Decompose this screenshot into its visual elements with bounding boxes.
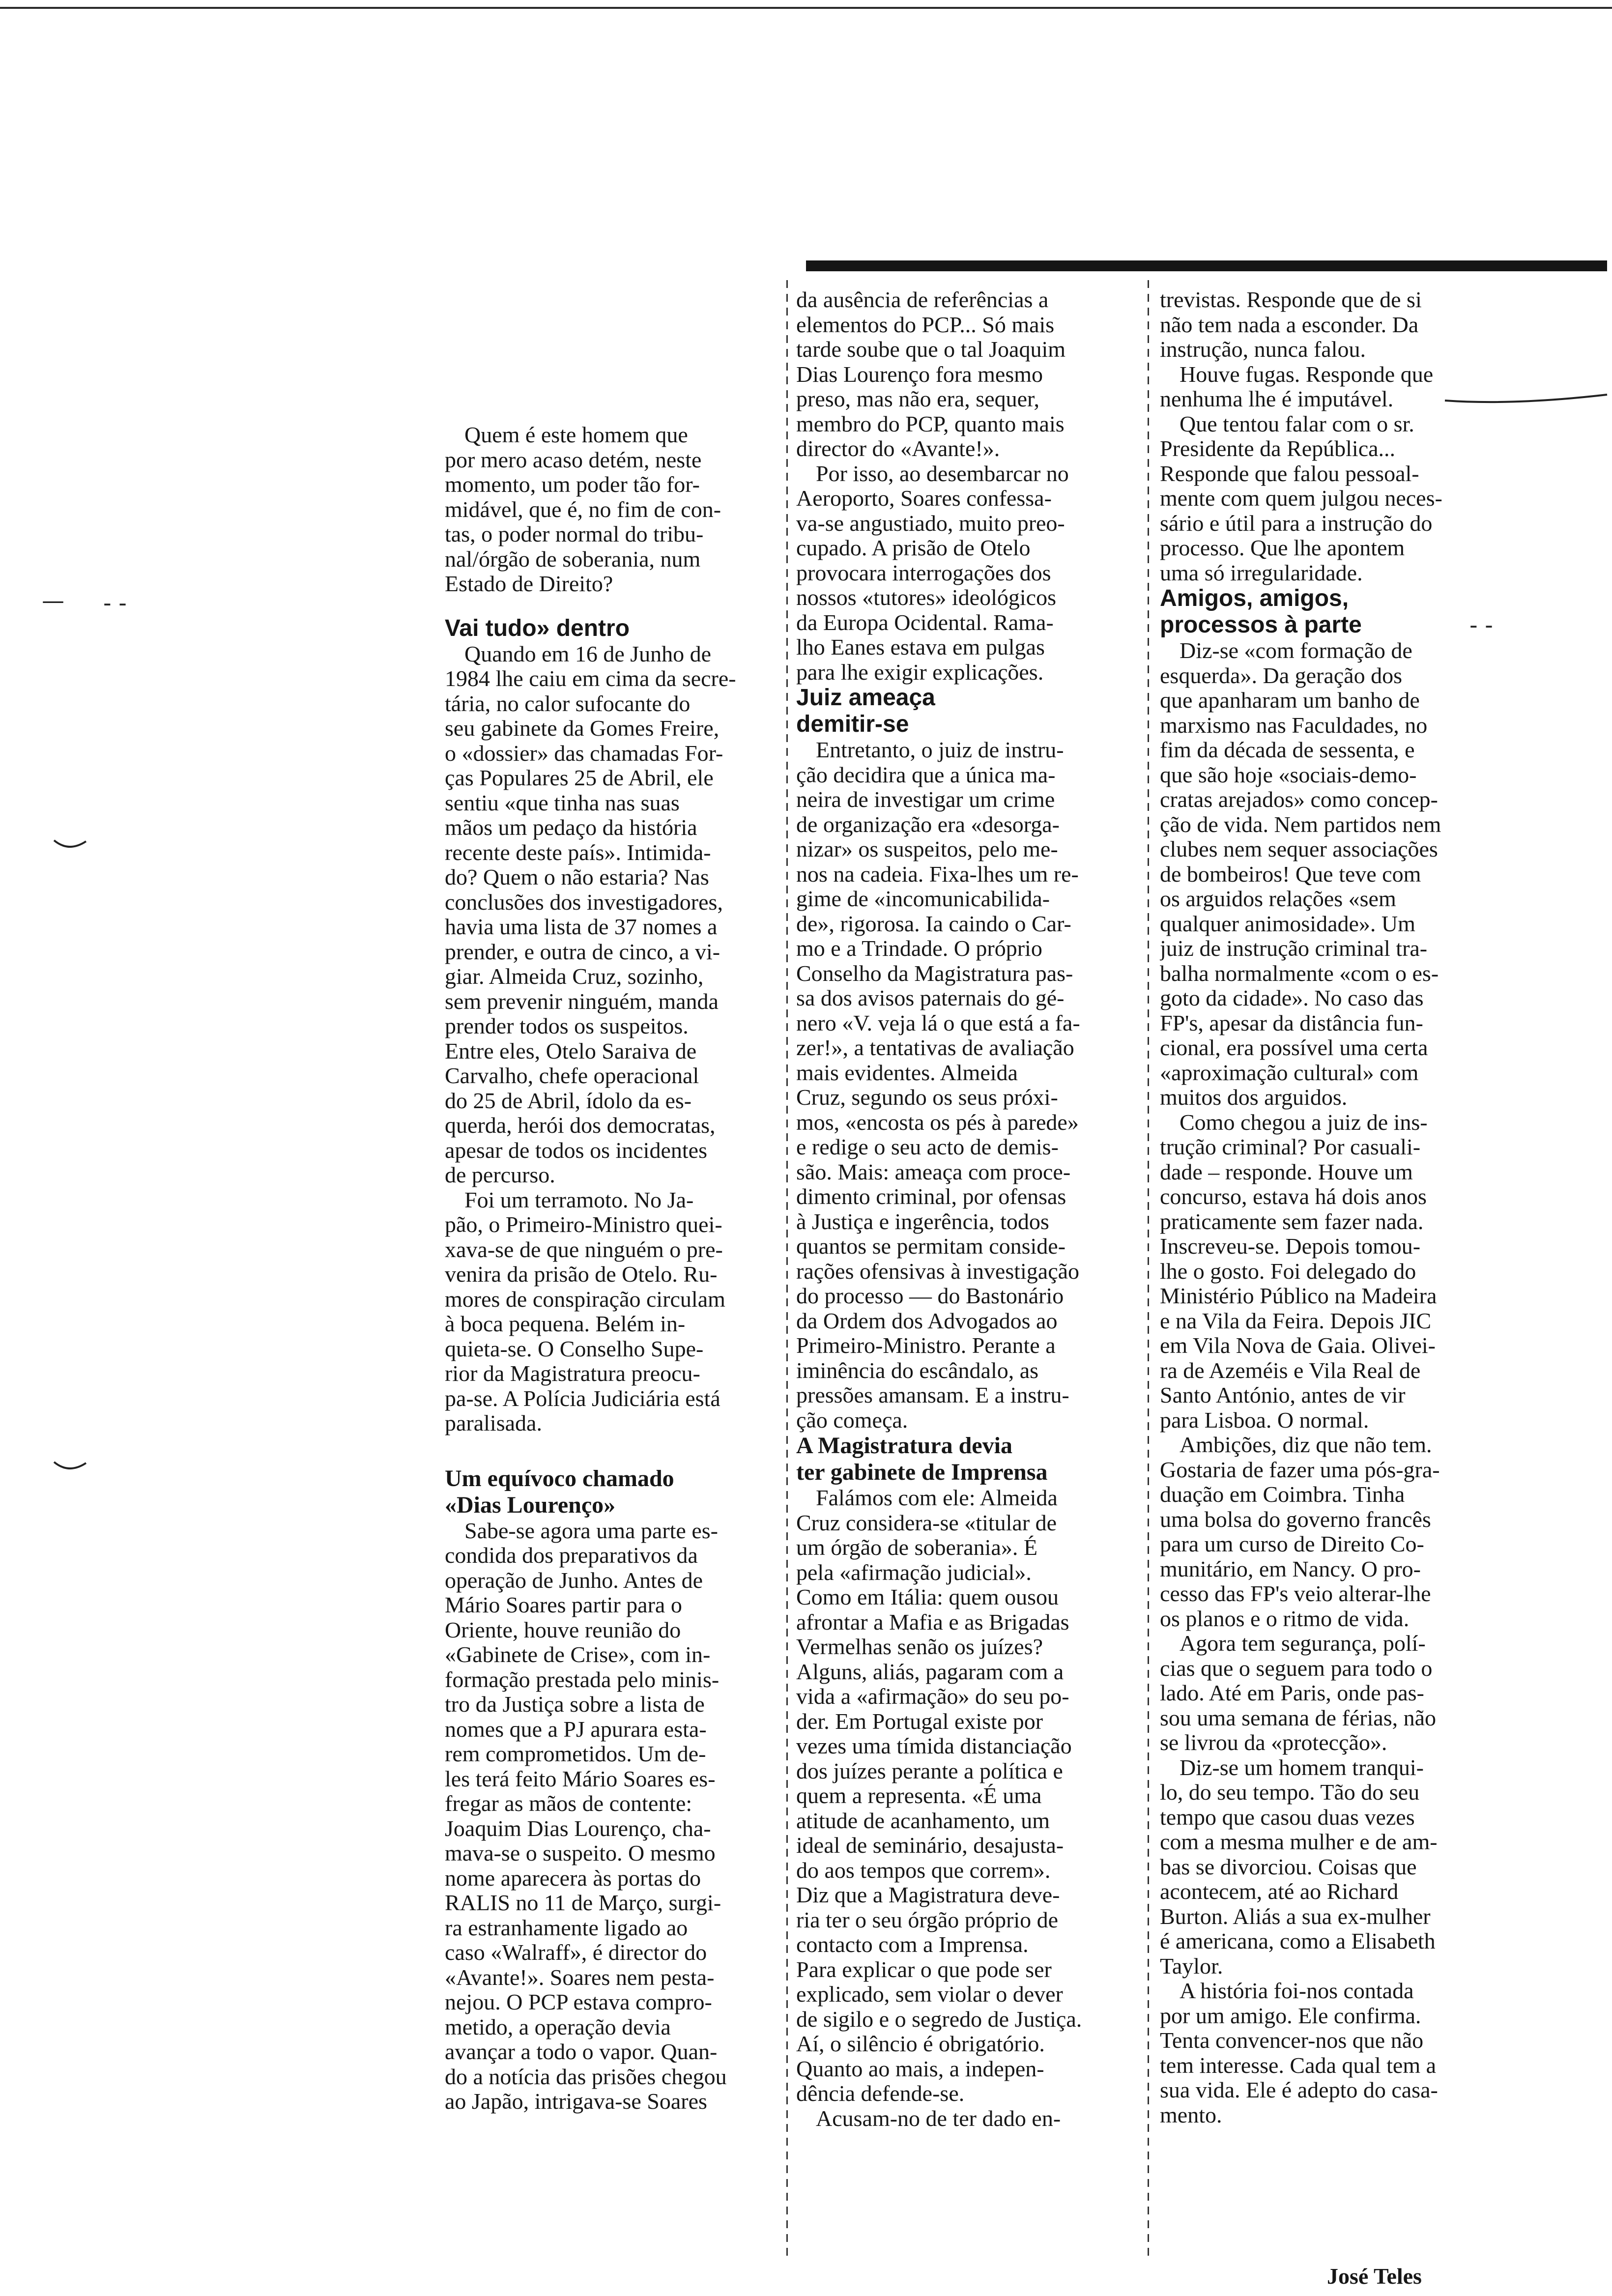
text-line: sem prevenir ninguém, manda (445, 988, 719, 1014)
section-heading-line: Amigos, amigos, (1160, 585, 1349, 611)
text-line: que apanharam um banho de (1160, 688, 1420, 713)
text-line: lhe o gosto. Foi delegado do (1160, 1258, 1416, 1284)
text-line: Carvalho, chefe operacional (445, 1063, 699, 1088)
text-line: em Vila Nova de Gaia. Olivei- (1160, 1333, 1436, 1358)
text-line: prender todos os suspeitos. (445, 1013, 689, 1038)
text-line: muitos dos arguidos. (1160, 1085, 1348, 1110)
text-line: de sigilo e o segredo de Justiça. (796, 2006, 1082, 2032)
section-heading-line: Um equívoco chamado (445, 1465, 674, 1492)
column-3 (1160, 287, 1494, 2268)
text-line: iminência do escândalo, as (796, 1357, 1039, 1383)
text-line: uma só irregularidade. (1160, 560, 1363, 585)
text-line: Que tentou falar com o sr. (1180, 411, 1414, 436)
text-line: Dias Lourenço fora mesmo (796, 361, 1043, 387)
text-line: uma bolsa do governo francês (1160, 1506, 1431, 1532)
text-line: cratas arejados» como concep- (1160, 787, 1438, 812)
text-line: marxismo nas Faculdades, no (1160, 712, 1428, 738)
section-heading-line: «Dias Lourenço» (445, 1492, 616, 1518)
text-line: ra estranhamente ligado ao (445, 1915, 688, 1940)
text-line: Estado de Direito? (445, 571, 613, 596)
text-line: «Gabinete de Crise», com in- (445, 1642, 711, 1667)
text-line: Houve fugas. Responde que (1180, 361, 1434, 387)
text-line: Presidente da República... (1160, 436, 1396, 461)
text-line: Primeiro-Ministro. Perante a (796, 1333, 1056, 1358)
text-line: ças Populares 25 de Abril, ele (445, 765, 714, 790)
text-line: Para explicar o que pode ser (796, 1956, 1052, 1982)
text-line: de bombeiros! Que teve com (1160, 861, 1421, 887)
text-line: praticamente sem fazer nada. (1160, 1208, 1424, 1234)
text-line: nizar» os suspeitos, pelo me- (796, 836, 1058, 861)
section-heading-line: Vai tudo» dentro (445, 615, 630, 641)
text-line: ção de vida. Nem partidos nem (1160, 811, 1441, 837)
text-line: lo, do seu tempo. Tão do seu (1160, 1779, 1420, 1805)
text-line: conclusões dos investigadores, (445, 889, 723, 915)
text-line: Como em Itália: quem ousou (796, 1584, 1059, 1609)
text-line: sua vida. Ele é adepto do casa- (1160, 2077, 1438, 2102)
text-line: Cruz, segundo os seus próxi- (796, 1085, 1058, 1110)
text-line: nossos «tutores» ideológicos (796, 585, 1056, 610)
text-line: do aos tempos que correm». (796, 1857, 1051, 1883)
text-line: der. Em Portugal existe por (796, 1708, 1043, 1734)
page-top-rule (0, 7, 1612, 9)
text-line: mento. (1160, 2102, 1222, 2127)
text-line: mãos um pedaço da história (445, 815, 697, 840)
text-line: Cruz considera-se «titular de (796, 1510, 1057, 1535)
text-line: Burton. Aliás a sua ex-mulher (1160, 1903, 1431, 1929)
text-line: ção decidira que a única ma- (796, 762, 1056, 787)
margin-mark: - - (103, 590, 127, 616)
text-line: quem a representa. «É uma (796, 1783, 1042, 1808)
text-line: A história foi-nos contada (1180, 1978, 1414, 2003)
text-line: processo. Que lhe apontem (1160, 535, 1405, 560)
text-line: nenhuma lhe é imputável. (1160, 386, 1394, 411)
text-line: e na Vila da Feira. Depois JIC (1160, 1308, 1432, 1333)
text-line: rações ofensivas à investigação (796, 1258, 1080, 1284)
text-line: ra de Azeméis e Vila Real de (1160, 1357, 1421, 1383)
text-line: sário e útil para a instrução do (1160, 510, 1433, 536)
text-line: Como chegou a juiz de ins- (1180, 1109, 1428, 1135)
text-line: trução criminal? Por casuali- (1160, 1134, 1421, 1159)
text-line: lho Eanes estava em pulgas (796, 634, 1045, 660)
text-line: elementos do PCP... Só mais (796, 312, 1055, 337)
column-rule (786, 280, 788, 2256)
text-line: mo e a Trindade. O próprio (796, 936, 1042, 961)
text-line: cias que o seguem para todo o (1160, 1655, 1433, 1681)
text-line: nomes que a PJ apurara esta- (445, 1716, 707, 1742)
text-line: Quando em 16 de Junho de (464, 641, 712, 666)
text-line: duação em Coimbra. Tinha (1160, 1482, 1405, 1507)
text-line: é americana, como a Elisabeth (1160, 1928, 1436, 1953)
column-1 (445, 423, 789, 2280)
text-line: por um amigo. Ele confirma. (1160, 2003, 1421, 2028)
text-line: Diz-se «com formação de (1180, 638, 1412, 663)
text-line: explicado, sem violar o dever (796, 1981, 1063, 2007)
text-line: quieta-se. O Conselho Supe- (445, 1336, 704, 1361)
text-line: sentiu «que tinha nas suas (445, 790, 680, 815)
text-line: quantos se permitam conside- (796, 1234, 1066, 1259)
text-line: afrontar a Mafia e as Brigadas (796, 1609, 1069, 1635)
text-line: nos na cadeia. Fixa-lhes um re- (796, 861, 1079, 887)
section-heading-line: demitir-se (796, 711, 909, 737)
text-line: rior da Magistratura preocu- (445, 1361, 700, 1386)
text-line: que são hoje «sociais-demo- (1160, 762, 1417, 787)
section-heading-line: processos à parte (1160, 612, 1362, 638)
text-line: Santo António, antes de vir (1160, 1382, 1406, 1407)
text-line: Conselho da Magistratura pas- (796, 960, 1073, 986)
text-line: goto da cidade». No caso das (1160, 985, 1424, 1010)
text-line: fim da década de sessenta, e (1160, 737, 1415, 762)
text-line: nero «V. veja lá o que está a fa- (796, 1010, 1080, 1035)
text-line: 1984 lhe caiu em cima da secre- (445, 666, 736, 691)
text-line: concurso, estava há dois anos (1160, 1184, 1427, 1209)
text-line: fregar as mãos de contente: (445, 1791, 692, 1816)
text-line: Taylor. (1160, 1953, 1223, 1979)
text-line: metido, a operação devia (445, 2014, 671, 2039)
text-line: «aproximação cultural» com (1160, 1060, 1419, 1085)
text-line: recente deste país». Intimida- (445, 839, 711, 865)
text-line: mos, «encosta os pés à parede» (796, 1109, 1079, 1135)
article-top-bar (806, 260, 1607, 271)
text-line: nejou. O PCP estava compro- (445, 1989, 712, 2014)
text-line: lado. Até em Paris, onde pas- (1160, 1680, 1424, 1705)
text-line: mava-se o suspeito. O mesmo (445, 1840, 716, 1866)
text-line: avançar a todo o vapor. Quan- (445, 2039, 718, 2064)
text-line: rem comprometidos. Um de- (445, 1741, 706, 1766)
text-line: esquerda». Da geração dos (1160, 662, 1402, 688)
text-line: xava-se de que ninguém o pre- (445, 1236, 723, 1262)
text-line: pa-se. A Polícia Judiciária está (445, 1385, 720, 1411)
text-line: pressões amansam. E a instru- (796, 1382, 1069, 1407)
text-line: para um curso de Direito Co- (1160, 1531, 1424, 1556)
text-line: tem interesse. Cada qual tem a (1160, 2052, 1437, 2078)
text-line: tarde soube que o tal Joaquim (796, 337, 1066, 362)
text-line: Aeroporto, Soares confessa- (796, 486, 1052, 511)
text-line: dimento criminal, por ofensas (796, 1184, 1066, 1209)
text-line: paralisada. (445, 1410, 542, 1435)
text-line: Foi um terramoto. No Ja- (464, 1187, 694, 1212)
text-line: condida dos preparativos da (445, 1543, 698, 1568)
text-line: atitude de acanhamento, um (796, 1808, 1050, 1833)
text-line: FP's, apesar da distância fun- (1160, 1010, 1423, 1035)
text-line: Falámos com ele: Almeida (816, 1485, 1058, 1510)
text-line: cesso das FP's veio alterar-lhe (1160, 1581, 1431, 1606)
text-line: ria ter o seu órgão próprio de (796, 1907, 1059, 1932)
text-line: dos juízes perante a política e (796, 1758, 1063, 1783)
text-line: para Lisboa. O normal. (1160, 1407, 1369, 1433)
text-line: tempo que casou duas vezes (1160, 1804, 1415, 1830)
margin-mark: — (42, 587, 64, 614)
text-line: Vermelhas senão os juízes? (796, 1634, 1043, 1659)
text-line: querda, herói dos democratas, (445, 1113, 716, 1138)
text-line: Quanto ao mais, a indepen- (796, 2056, 1044, 2081)
text-line: midável, que é, no fim de con- (445, 496, 721, 522)
text-line: de», rigorosa. Ia caindo o Car- (796, 911, 1071, 936)
text-line: do a notícia das prisões chegou (445, 2064, 727, 2089)
text-line: formação prestada pelo minis- (445, 1666, 720, 1692)
text-line: à Justiça e ingerência, todos (796, 1208, 1049, 1234)
text-line: Entre eles, Otelo Saraiva de (445, 1038, 697, 1063)
text-line: venira da prisão de Otelo. Ru- (445, 1262, 718, 1287)
text-line: instrução, nunca falou. (1160, 337, 1366, 362)
text-line: à boca pequena. Belém in- (445, 1311, 686, 1336)
text-line: vezes uma tímida distanciação (796, 1733, 1072, 1758)
text-line: Inscreveu-se. Depois tomou- (1160, 1234, 1421, 1259)
text-line: Por isso, ao desembarcar no (816, 460, 1069, 486)
text-line: Responde que falou pessoal- (1160, 460, 1419, 486)
text-line: vida a «afirmação» do seu po- (796, 1684, 1069, 1709)
text-line: ao Japão, intrigava-se Soares (445, 2089, 707, 2114)
margin-pen-stroke (52, 1457, 91, 1477)
text-line: havia uma lista de 37 nomes a (445, 914, 718, 939)
text-line: clubes nem sequer associações (1160, 836, 1438, 861)
text-line: tro da Justiça sobre a lista de (445, 1692, 705, 1717)
text-line: de organização era «desorga- (796, 811, 1060, 837)
text-line: Diz-se um homem tranqui- (1180, 1754, 1424, 1780)
text-line: RALIS no 11 de Março, surgi- (445, 1890, 721, 1915)
text-line: pão, o Primeiro-Ministro quei- (445, 1212, 722, 1237)
text-line: Ambições, diz que não tem. (1180, 1432, 1432, 1457)
text-line: não tem nada a esconder. Da (1160, 312, 1419, 337)
text-line: Aí, o silêncio é obrigatório. (796, 2031, 1045, 2056)
text-line: provocara interrogações dos (796, 560, 1051, 585)
text-line: acontecem, até ao Richard (1160, 1879, 1399, 1904)
text-line: cupado. A prisão de Otelo (796, 535, 1031, 560)
text-line: dência defende-se. (796, 2081, 965, 2106)
text-line: munitário, em Nancy. O pro- (1160, 1556, 1421, 1581)
text-line: «Avante!». Soares nem pesta- (445, 1964, 715, 1990)
text-line: contacto com a Imprensa. (796, 1932, 1029, 1957)
text-line: zer!», a tentativas de avaliação (796, 1035, 1074, 1060)
text-line: mores de conspiração circulam (445, 1286, 725, 1312)
text-line: trevistas. Responde que de si (1160, 287, 1422, 312)
text-line: os planos e o ritmo de vida. (1160, 1606, 1410, 1631)
text-line: Acusam-no de ter dado en- (816, 2105, 1061, 2131)
text-line: balha normalmente «com o es- (1160, 960, 1439, 986)
text-line: Tenta convencer-nos que não (1160, 2028, 1424, 2053)
text-line: bas se divorciou. Coisas que (1160, 1854, 1417, 1879)
text-line: Quem é este homem que (464, 423, 688, 447)
text-line: juiz de instrução criminal tra- (1160, 936, 1428, 961)
text-line: prender, e outra de cinco, a vi- (445, 939, 720, 964)
text-line: va-se angustiado, muito preo- (796, 510, 1065, 536)
text-line: Agora tem segurança, polí- (1180, 1631, 1426, 1656)
text-line: preso, mas não era, sequer, (796, 386, 1040, 411)
text-line: Alguns, aliás, pagaram com a (796, 1659, 1064, 1684)
text-line: dade – responde. Houve um (1160, 1159, 1413, 1184)
margin-mark: - - (1469, 612, 1493, 638)
text-line: tária, no calor sufocante do (445, 690, 691, 716)
text-line: momento, um poder tão for- (445, 472, 700, 497)
section-heading-line: A Magistratura devia (796, 1433, 1012, 1459)
text-line: do processo — do Bastonário (796, 1283, 1064, 1308)
text-line: Diz que a Magistratura deve- (796, 1882, 1060, 1907)
text-line: cional, era possível uma certa (1160, 1035, 1428, 1060)
section-heading-line: Juiz ameaça (796, 685, 935, 711)
text-line: Sabe-se agora uma parte es- (464, 1518, 718, 1543)
text-line: o «dossier» das chamadas For- (445, 740, 723, 766)
text-line: mais evidentes. Almeida (796, 1060, 1018, 1085)
text-line: sa dos avisos paternais do gé- (796, 985, 1065, 1010)
text-line: nal/órgão de soberania, num (445, 546, 701, 572)
text-line: são. Mais: ameaça com proce- (796, 1159, 1071, 1184)
text-line: da ausência de referências a (796, 287, 1049, 312)
section-heading-line: ter gabinete de Imprensa (796, 1459, 1048, 1485)
text-line: da Ordem dos Advogados ao (796, 1308, 1058, 1333)
author-signature: José Teles (1327, 2264, 1422, 2289)
column-rule (1148, 280, 1149, 2261)
text-line: para lhe exigir explicações. (796, 659, 1044, 685)
text-line: e redige o seu acto de demis- (796, 1134, 1059, 1159)
text-line: Gostaria de fazer uma pós-gra- (1160, 1457, 1440, 1482)
text-line: sou uma semana de férias, não (1160, 1705, 1437, 1730)
text-line: caso «Walraff», é director do (445, 1940, 707, 1965)
text-line: se livrou da «protecção». (1160, 1730, 1387, 1755)
column-2 (796, 287, 1140, 2288)
text-line: do 25 de Abril, ídolo da es- (445, 1088, 692, 1113)
text-line: por mero acaso detém, neste (445, 447, 702, 472)
text-line: da Europa Ocidental. Rama- (796, 609, 1054, 635)
text-line: de percurso. (445, 1162, 555, 1187)
text-line: qualquer animosidade». Um (1160, 911, 1415, 936)
text-line: apesar de todos os incidentes (445, 1137, 707, 1163)
text-line: ção começa. (796, 1407, 908, 1433)
text-line: do? Quem o não estaria? Nas (445, 864, 709, 890)
text-line: seu gabinete da Gomes Freire, (445, 716, 720, 741)
text-line: pela «afirmação judicial». (796, 1559, 1032, 1585)
text-line: Entretanto, o juiz de instru- (816, 737, 1064, 762)
text-line: neira de investigar um crime (796, 787, 1055, 812)
text-line: Oriente, houve reunião do (445, 1617, 681, 1642)
text-line: ideal de seminário, desajusta- (796, 1833, 1064, 1858)
text-line: um órgão de soberania». É (796, 1535, 1037, 1560)
text-line: director do «Avante!». (796, 436, 1000, 461)
text-line: tas, o poder normal do tribu- (445, 521, 704, 546)
text-line: operação de Junho. Antes de (445, 1567, 703, 1593)
text-line: les terá feito Mário Soares es- (445, 1766, 716, 1791)
text-line: membro do PCP, quanto mais (796, 411, 1065, 436)
text-line: Mário Soares partir para o (445, 1592, 682, 1617)
text-line: Joaquim Dias Lourenço, cha- (445, 1815, 711, 1841)
text-line: nome aparecera às portas do (445, 1865, 701, 1891)
text-line: Ministério Público na Madeira (1160, 1283, 1437, 1308)
text-line: mente com quem julgou neces- (1160, 486, 1442, 511)
text-line: com a mesma mulher e de am- (1160, 1829, 1438, 1854)
margin-pen-stroke (52, 835, 91, 855)
text-line: os arguidos relações «sem (1160, 886, 1396, 911)
text-line: giar. Almeida Cruz, sozinho, (445, 964, 704, 989)
margin-pen-stroke (1440, 386, 1612, 410)
text-line: gime de «incomunicabilida- (796, 886, 1050, 911)
